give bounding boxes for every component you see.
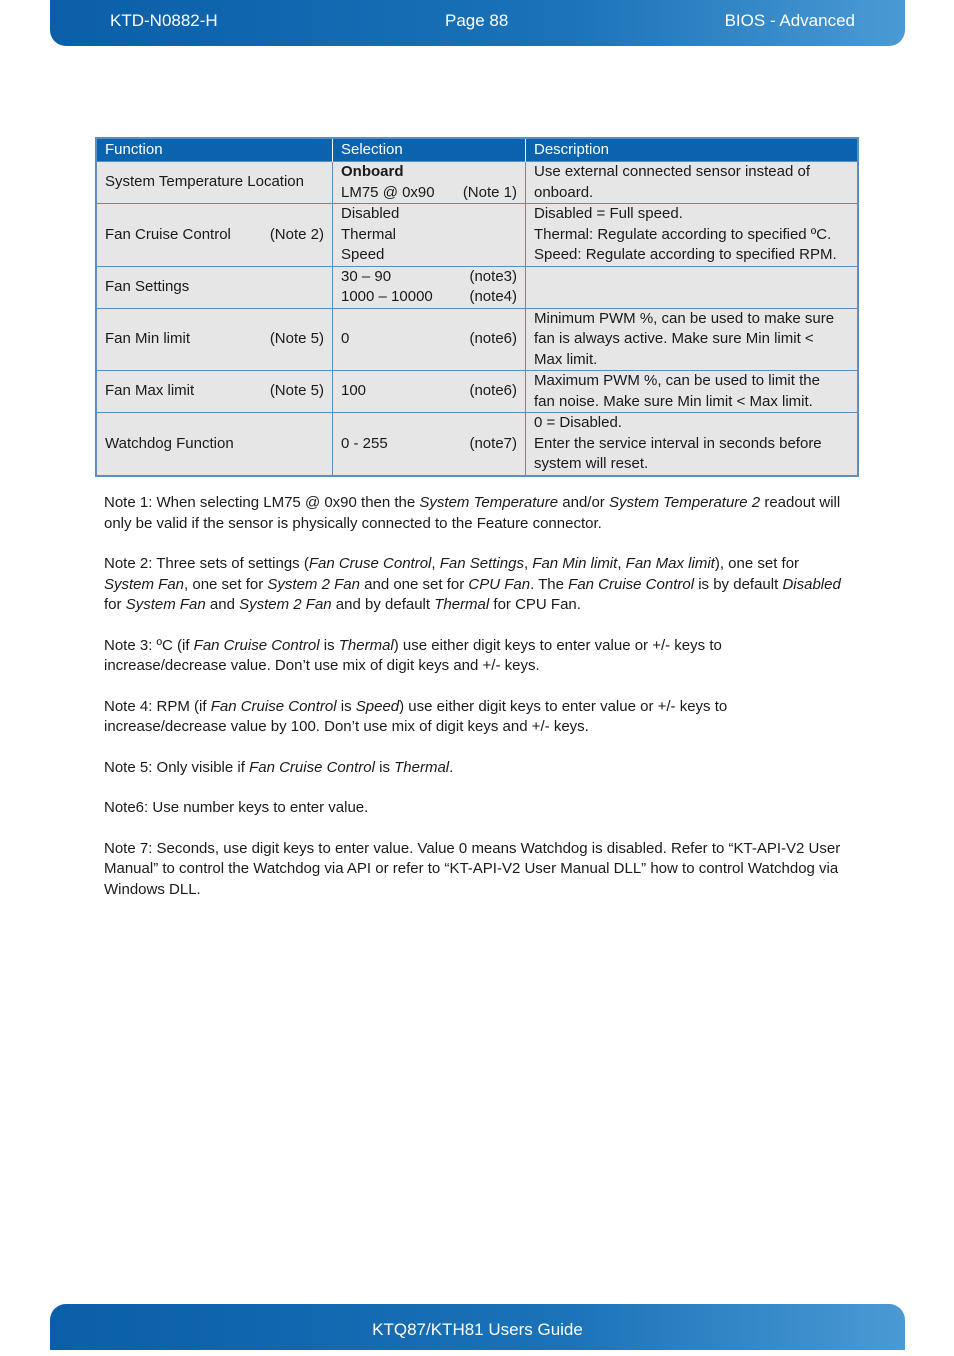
note-emphasis: System 2 Fan [267, 575, 360, 593]
description-line: Enter the service interval in seconds before [534, 434, 822, 452]
note-paragraph [104, 758, 844, 779]
note-emphasis: Fan Cruse Control [308, 555, 432, 572]
note-text: is [336, 697, 356, 715]
note-text: and one set for [359, 575, 469, 593]
page-number: Page 88 [445, 11, 509, 30]
note-emphasis: Thermal [434, 596, 490, 613]
note-paragraph [104, 493, 844, 534]
selection-note: (note7) [469, 434, 517, 452]
note-text: ) use either digit keys to enter value or +/- keys to increase/decrease value. Don’t use mix of digit keys and +/- keys. [104, 636, 722, 674]
description-line: Minimum PWM %, can be used to make sure [534, 309, 835, 327]
description-cell [526, 204, 859, 267]
section-title: BIOS - Advanced [724, 11, 855, 30]
note-emphasis: System Fan [125, 596, 206, 613]
selection-cell [333, 371, 526, 413]
note-emphasis: Disabled [782, 575, 841, 593]
function-cell [96, 204, 333, 267]
note-text: and by default [331, 596, 435, 613]
note-emphasis: Speed [355, 697, 400, 715]
selection-option: Speed [341, 246, 385, 263]
note-text: for CPU Fan. [489, 596, 581, 613]
description-line: 0 = Disabled. [534, 414, 622, 431]
note-paragraph [104, 697, 844, 738]
note-emphasis: CPU Fan [468, 575, 531, 593]
table-row [96, 266, 858, 308]
description-cell [526, 162, 859, 204]
note-text: . [449, 758, 454, 776]
selection-cell [333, 308, 526, 371]
header-selection: Selection [333, 138, 526, 162]
header-function: Function [96, 138, 333, 162]
description-line: Disabled = Full speed. [534, 205, 683, 222]
selection-option: 1000 – 10000 [341, 288, 433, 305]
function-note: (Note 2) [269, 225, 324, 243]
selection-note: (note6) [469, 382, 517, 400]
note-text: . The [530, 575, 569, 593]
selection-option: 0 [341, 330, 350, 347]
description-line: Max limit. [534, 350, 598, 368]
function-label: Fan Max limit [105, 382, 195, 400]
selection-cell [333, 162, 526, 204]
header-description: Description [526, 138, 859, 162]
note-emphasis: Fan Cruise Control [568, 575, 695, 593]
selection-option: Thermal [341, 225, 397, 243]
note-emphasis: System 2 Fan [239, 596, 332, 613]
bios-settings-table [95, 137, 859, 477]
selection-option: LM75 @ 0x90 [341, 183, 435, 201]
table-row [96, 308, 858, 371]
selection-option: 100 [341, 382, 367, 400]
note-text: , one set for [184, 575, 268, 593]
function-cell [96, 371, 333, 413]
note-text: readout will only be valid if the sensor is physically connected to the Feature connector. [104, 494, 841, 532]
note-emphasis: Fan Cruise Control [249, 758, 375, 776]
description-line: fan is always active. Make sure Min limit < [534, 330, 814, 347]
selection-option: Disabled [341, 205, 400, 222]
function-label: Fan Min limit [105, 330, 191, 347]
function-cell [96, 413, 333, 476]
footer-title: KTQ87/KTH81 Users Guide [372, 1320, 583, 1339]
note-emphasis: System Fan [104, 575, 185, 593]
selection-cell [333, 204, 526, 267]
selection-note: (note6) [469, 330, 517, 347]
selection-note: (note3) [469, 267, 517, 285]
table-row [96, 204, 858, 267]
note-paragraph [104, 839, 844, 901]
note-text: Note 4: RPM (if [104, 697, 211, 715]
note-emphasis: System Temperature [419, 494, 559, 511]
function-label: Watchdog Function [105, 434, 234, 452]
document-id: KTD-N0882-H [110, 11, 218, 30]
selection-note: (note4) [469, 288, 517, 305]
note-emphasis: Fan Cruise Control [210, 697, 337, 715]
note-paragraph [104, 798, 844, 819]
description-line: Use external connected sensor instead of [534, 163, 810, 180]
note-emphasis: Thermal [338, 636, 394, 654]
selection-cell [333, 266, 526, 308]
table-row [96, 413, 858, 476]
description-cell [526, 413, 859, 476]
selection-option: Onboard [341, 163, 404, 180]
function-cell [96, 266, 333, 308]
note-emphasis: Fan Max limit [625, 555, 715, 572]
note-text: , [617, 555, 626, 572]
note-text: Note 7: Seconds, use digit keys to enter value. Value 0 means Watchdog is disabled. Refer to “KT-API-V2 User Manual” to control the Watchdog via API or refer to “KT-API-V2 User Manual DLL” how to control Watchdog via Windows DLL. [104, 839, 841, 898]
function-cell [96, 308, 333, 371]
description-line: onboard. [534, 183, 594, 201]
description-cell [526, 371, 859, 413]
note-emphasis: Thermal [394, 758, 450, 776]
notes-section [104, 493, 844, 920]
table-header-row [96, 138, 858, 162]
note-text: is [319, 636, 339, 654]
page-header [50, 0, 905, 46]
note-emphasis: Fan Min limit [532, 555, 618, 572]
note-paragraph [104, 554, 844, 616]
note-text: ) use either digit keys to enter value or +/- keys to increase/decrease value by 100. Don’t use mix of digit keys and +/- keys. [104, 697, 728, 735]
note-text: Note 2: Three sets of settings ( [104, 555, 309, 572]
description-line: Thermal: Regulate according to specified ºC. [534, 225, 832, 243]
note-text: Note 1: When selecting LM75 @ 0x90 then the [104, 494, 420, 511]
note-text: , [523, 555, 533, 572]
function-label: System Temperature Location [105, 173, 304, 191]
description-cell [526, 308, 859, 371]
note-text: and/or [558, 494, 609, 511]
note-text: is [374, 758, 395, 776]
selection-note: (Note 1) [462, 183, 517, 201]
description-line: fan noise. Make sure Min limit < Max limit. [534, 392, 813, 410]
function-label: Fan Settings [105, 277, 190, 295]
description-line: Maximum PWM %, can be used to limit the [534, 372, 820, 389]
note-text: Note 3: ºC (if [104, 636, 194, 654]
description-line: Speed: Regulate according to specified RPM. [534, 246, 837, 263]
function-cell [96, 162, 333, 204]
note-text: for [104, 596, 126, 613]
note-text: and [205, 596, 240, 613]
note-emphasis: System Temperature 2 [608, 494, 761, 511]
note-text: Note6: Use number keys to enter value. [104, 799, 369, 816]
function-label: Fan Cruise Control [105, 225, 231, 243]
description-line: system will reset. [534, 455, 649, 472]
selection-cell [333, 413, 526, 476]
selection-option: 0 - 255 [341, 434, 388, 452]
function-note: (Note 5) [269, 330, 324, 347]
page-footer [50, 1304, 905, 1350]
note-emphasis: Fan Cruise Control [193, 636, 320, 654]
note-text: , [431, 555, 440, 572]
note-paragraph [104, 636, 844, 677]
note-emphasis: Fan Settings [439, 555, 524, 572]
note-text: is by default [694, 575, 783, 593]
table-row [96, 371, 858, 413]
note-text: ), one set for [714, 555, 800, 572]
note-text: Note 5: Only visible if [104, 758, 250, 776]
function-note: (Note 5) [269, 382, 324, 400]
table-body [96, 162, 858, 476]
table-row [96, 162, 858, 204]
selection-option: 30 – 90 [341, 267, 392, 285]
description-cell [526, 266, 859, 308]
